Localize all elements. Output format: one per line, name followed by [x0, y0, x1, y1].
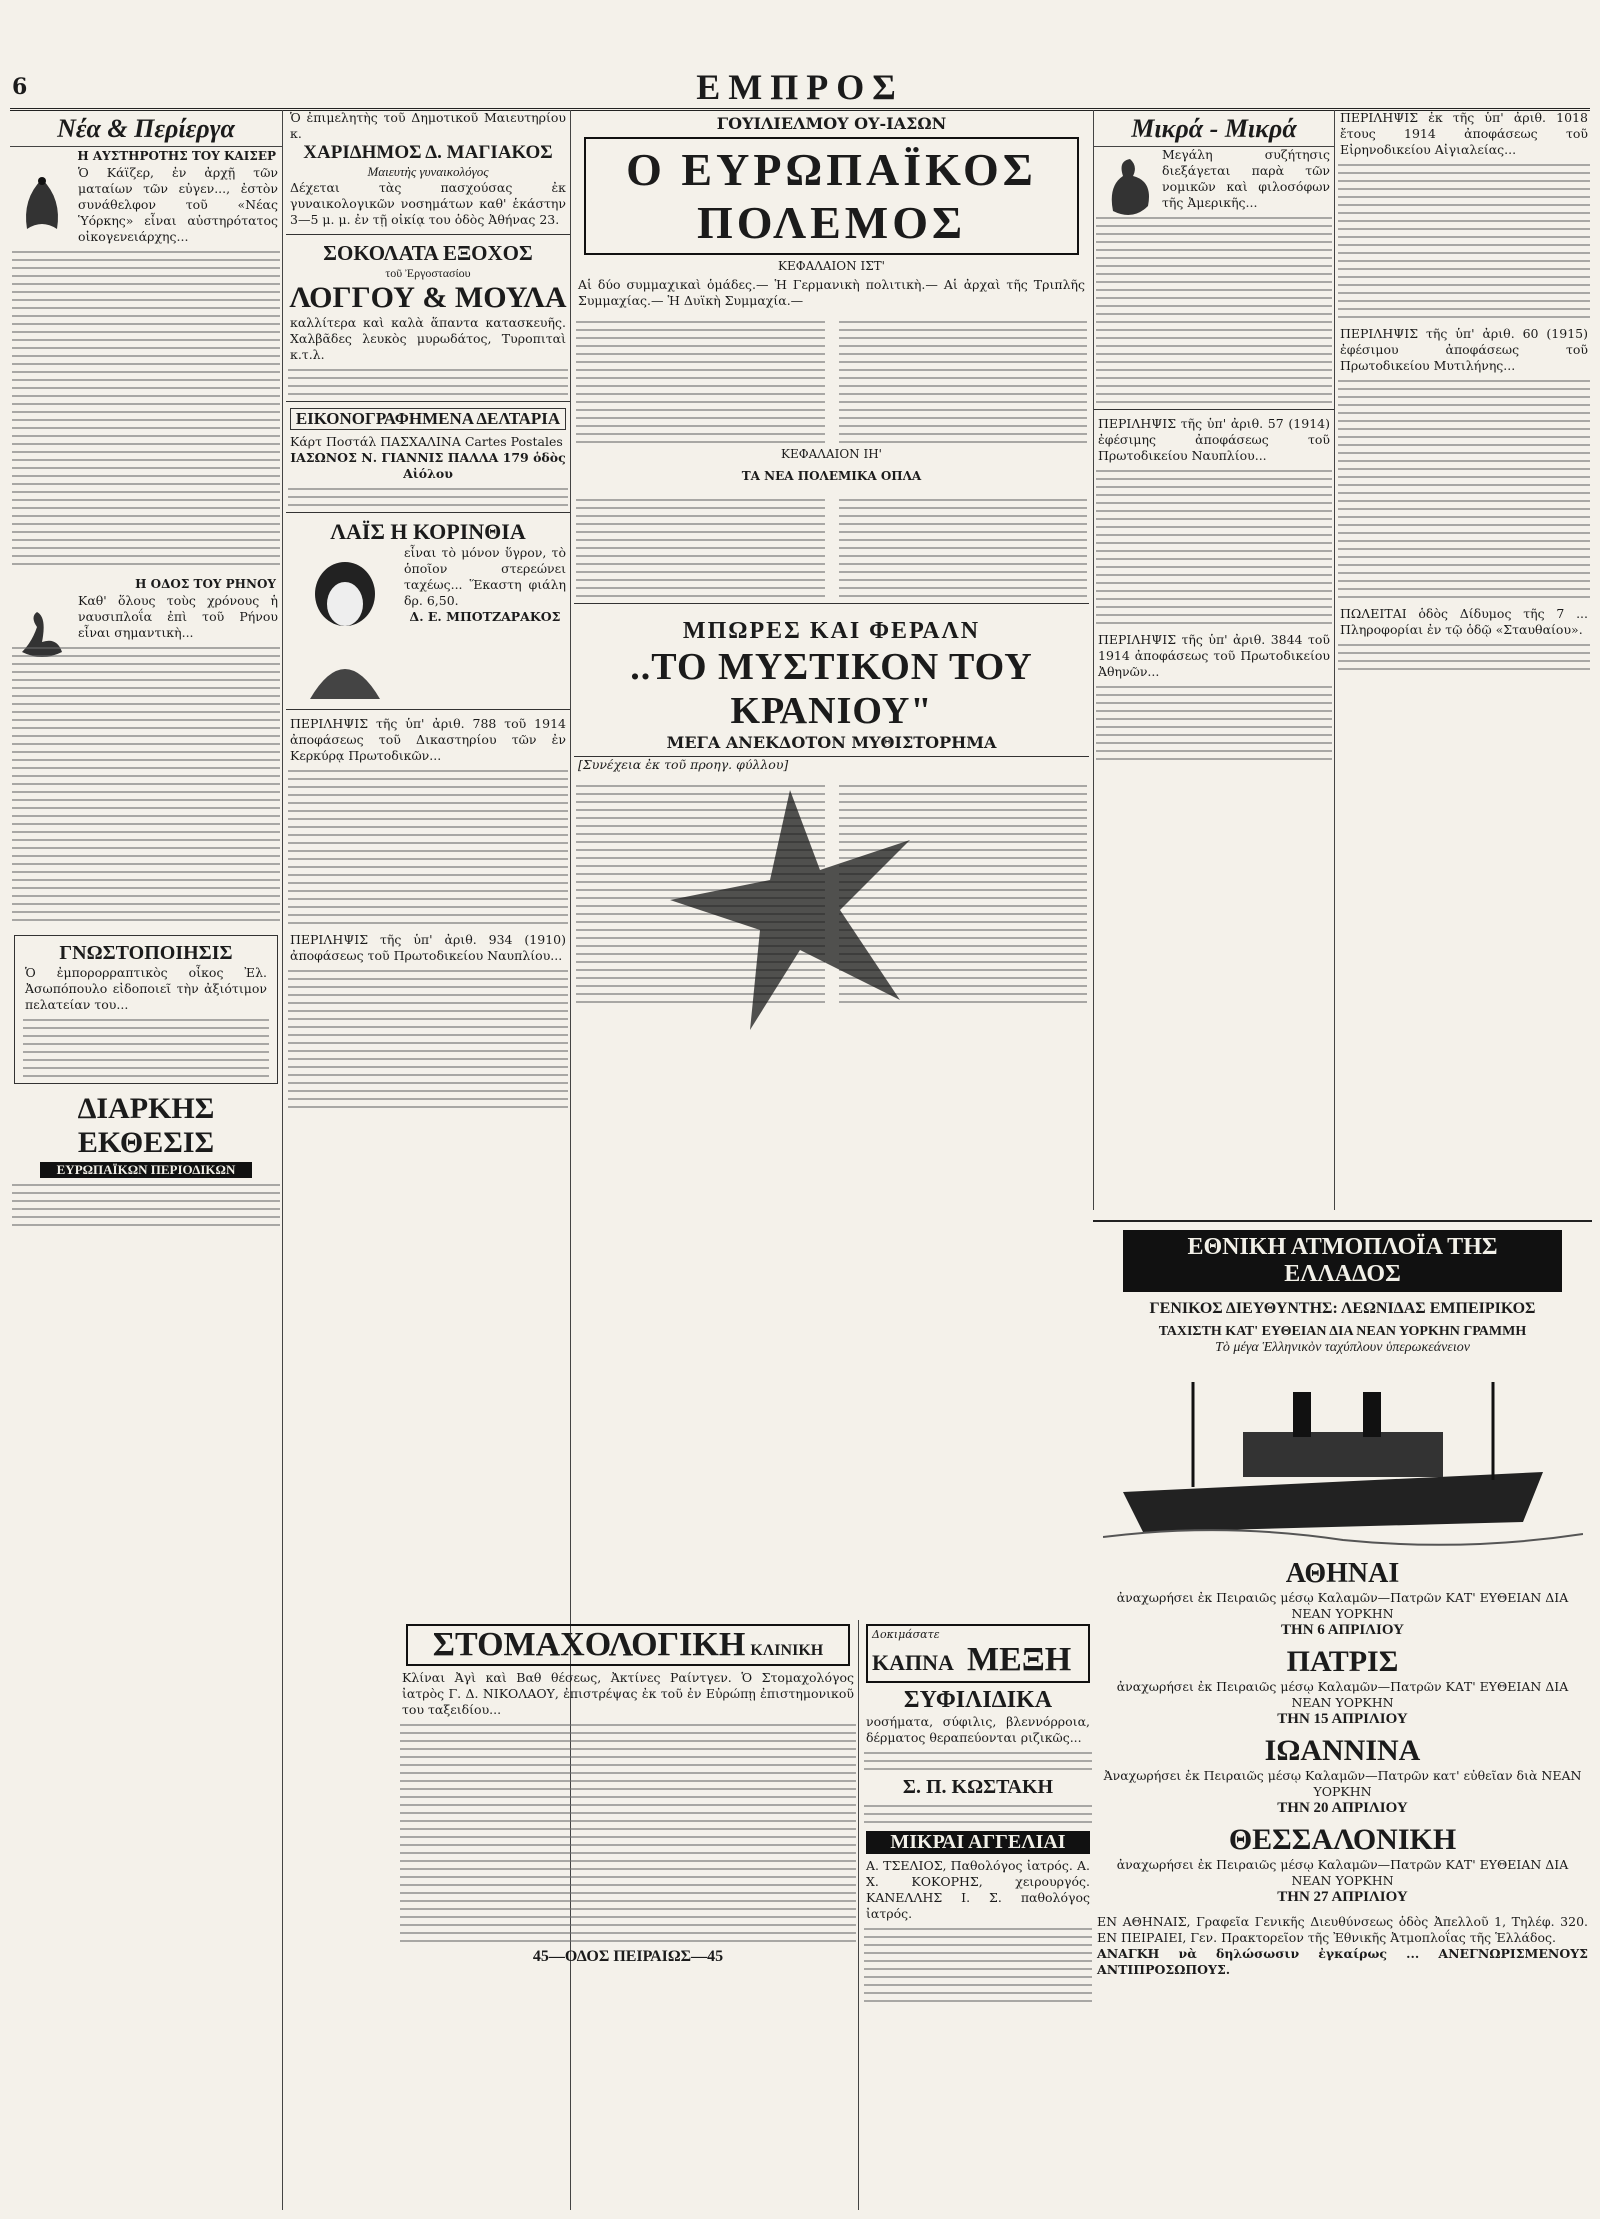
ship-name: ΘΕΣΣΑΛΟΝΙΚΗ: [1228, 1823, 1457, 1856]
chapter2-label: ΚΕΦΑΛΑΙΟΝ ΙΗ': [781, 447, 882, 461]
peacock-illustration-icon: [12, 169, 72, 239]
doctor-name: ΧΑΡΙΔΗΜΟΣ Δ. ΜΑΓΙΑΚΟΣ: [303, 142, 553, 163]
shipping-warning: ΑΝΑΓΚΗ νὰ δηλώσωσιν ἐγκαίρως ... ΑΝΕΓΝΩΡΙΣΜΕΝΟΥΣ ΑΝΤΙΠΡΟΣΩΠΟΥΣ.: [1097, 1946, 1588, 1977]
text-block: [10, 647, 282, 921]
lais-text: εἶναι τὸ μόνον ὕγρον, τὸ ὁποῖον στερεώνει ταχέως... Ἕκαστη φιάλη δρ. 6,50.: [404, 545, 566, 608]
chocolate-subtitle: τοῦ Ἐργοστασίου: [385, 266, 471, 280]
postcards-address: ΙΑΣΩΝΟΣ Ν. ΓΙΑΝΝΙΣ ΠΑΛΛΑ 179 ὁδὸς Αἰόλου: [290, 450, 566, 481]
notices-title: ΓΝΩΣΤΟΠΟΙΗΣΙΣ: [59, 942, 233, 964]
clinic-title-row: [406, 1624, 850, 1666]
shipping-director: ΓΕΝΙΚΟΣ ΔΙΕΥΘΥΝΤΗΣ: ΛΕΩΝΙΔΑΣ ΕΜΠΕΙΡΙΚΟΣ: [1149, 1300, 1536, 1317]
sailing-note: ἀναχωρήσει ἐκ Πειραιῶς μέσῳ Καλαμῶν—Πατρῶν ΚΑΤ' ΕΥΘΕΙΑΝ ΔΙΑ ΝΕΑΝ ΥΟΡΚΗΝ: [1116, 1679, 1569, 1710]
sailing-date: ΤΗΝ 15 ΑΠΡΙΛΙΟΥ: [1277, 1711, 1408, 1727]
small-advertisements: [862, 1620, 1094, 2210]
shipping-line: ΤΑΧΙΣΤΗ ΚΑΤ' ΕΥΘΕΙΑΝ ΔΙΑ ΝΕΑΝ ΥΟΡΚΗΝ ΓΡΑΜΜΗ: [1158, 1324, 1527, 1339]
column-legal-notices: [1336, 110, 1592, 1210]
small-ads-text: Α. ΤΣΕΛΙΟΣ, Παθολόγος ἰατρός. Α. Χ. ΚΟΚΟΡΗΣ, χειρουργός. ΚΑΝΕΛΛΗΣ Ι. Σ. παθολόγος ἰατρός.: [866, 1858, 1090, 1921]
small-ads-title: ΜΙΚΡΑΙ ΑΓΓΕΛΙΑΙ: [866, 1831, 1090, 1854]
chapter-label: ΚΕΦΑΛΑΙΟΝ ΙΣΤ': [778, 259, 885, 273]
sailing-note: ἀναχωρήσει ἐκ Πειραιῶς μέσῳ Καλαμῶν—Πατρῶν ΚΑΤ' ΕΥΘΕΙΑΝ ΔΙΑ ΝΕΑΝ ΥΟΡΚΗΝ: [1116, 1857, 1569, 1888]
woman-portrait-illustration-icon: [290, 549, 400, 699]
chocolate-brand: ΛΟΓΓΟΥ & ΜΟΥΛΑ: [289, 281, 567, 314]
legal-summary-6: ΠΕΡΙΛΗΨΙΣ τῆς ὑπ' ἀριθ. 60 (1915) ἐφέσιμου ἀποφάσεως τοῦ Πρωτοδικείου Μυτιλήνης...: [1340, 326, 1588, 373]
sailing-1: [1093, 1558, 1592, 1639]
doctor-intro: Ὁ ἐπιμελητὴς τοῦ Δημοτικοῦ Μαιευτηρίου κ.: [290, 110, 566, 141]
doctor-role: Μαιευτὴς γυναικολόγος: [367, 164, 489, 179]
steamship-illustration-icon: [1103, 1362, 1583, 1552]
syphilis-text: νοσήματα, σύφιλις, βλεννόρροια, δέρματος θεραπεύονται ριζικῶς...: [866, 1714, 1090, 1745]
ship-name: ΑΘΗΝΑΙ: [1285, 1558, 1400, 1589]
item1-text: Ὁ Κάϊζερ, ἐν ἀρχῇ τῶν ματαίων τῶν εὐγεν..., ἐστὸν συνάθελφον τοῦ «Νέας Ὑόρκης» εἶναι αὐστηρότατος οἰκογενειάρχης...: [78, 165, 278, 244]
sailing-date: ΤΗΝ 6 ΑΠΡΙΛΙΟΥ: [1281, 1622, 1404, 1638]
doctor2-name: Σ. Π. ΚΩΣΤΑΚΗ: [902, 1776, 1054, 1798]
page-number: 6: [12, 74, 28, 100]
notices-box: [14, 935, 278, 1084]
article-byline: ΓΟΥΙΛΙΕΛΜΟΥ ΟΥ-ΙΑΣΩΝ: [716, 114, 947, 133]
lais-seller: Δ. Ε. ΜΠΟΤΖΑΡΑΚΟΣ: [409, 609, 561, 624]
legal-summary-3: ΠΕΡΙΛΗΨΙΣ τῆς ὑπ' ἀριθ. 57 (1914) ἐφέσιμης ἀποφάσεως τοῦ Πρωτοδικείου Ναυπλίου...: [1098, 416, 1330, 463]
clinic-address: 45—ΟΔΟΣ ΠΕΙΡΑΙΩΣ—45: [532, 1948, 724, 1965]
shipping-footer: ΕΝ ΑΘΗΝΑΙΣ, Γραφεῖα Γενικῆς Διευθύνσεως ὁδὸς Ἀπελλοῦ 1, Τηλέφ. 320. ΕΝ ΠΕΙΡΑΙΕΙ, Γεν. Πρακτορεῖον τῆς Ἐθνικῆς Ἀτμοπλοΐας τῆς Ἑλλάδος.: [1097, 1914, 1588, 1945]
sailing-note: Ἀναχωρήσει ἐκ Πειραιῶς μέσῳ Καλαμῶν—Πατρῶν κατ' εὐθεῖαν διὰ ΝΕΑΝ ΥΟΡΚΗΝ: [1103, 1768, 1582, 1799]
serial-title: ..ΤΟ ΜΥΣΤΙΚΟΝ ΤΟΥ ΚΡΑΝΙΟΥ": [630, 646, 1033, 732]
exhibition-subtitle: ΕΥΡΩΠΑΪΚΩΝ ΠΕΡΙΟΔΙΚΩΝ: [40, 1162, 252, 1178]
kapna-brand: ΜΕΞΗ: [966, 1641, 1072, 1678]
sailing-date: ΤΗΝ 27 ΑΠΡΙΛΙΟΥ: [1277, 1889, 1408, 1905]
exhibition-title: ΔΙΑΡΚΗΣ ΕΚΘΕΣΙΣ: [77, 1092, 215, 1159]
notices-text: Ὁ ἐμπορορραπτικὸς οἶκος Ἐλ. Ἀσωπόπουλο εἰδοποιεῖ τὴν ἀξιότιμον πελατείαν του...: [25, 965, 267, 1012]
chocolate-text: καλλίτερα καὶ καλὰ ἅπαντα κατασκευῆς. Χαλβᾶδες λευκὸς μυρωδάτος, Τυροπιταὶ κ.τ.λ.: [290, 315, 566, 362]
serial-continuation: [Συνέχεια ἐκ τοῦ προηγ. φύλλου]: [578, 757, 789, 772]
serial-subtitle: ΜΕΓΑ ΑΝΕΚΔΟΤΟΝ ΜΥΘΙΣΤΟΡΗΜΑ: [574, 733, 1089, 757]
article-summary: Αἱ δύο συμμαχικαὶ ὁμάδες.— Ἡ Γερμανικὴ πολιτικὴ.— Αἱ ἀρχαὶ τῆς Τριπλῆς Συμμαχίας.— Ἡ Δυϊκὴ Συμμαχία.—: [578, 277, 1085, 308]
legal-summary-4: ΠΕΡΙΛΗΨΙΣ τῆς ὑπ' ἀριθ. 3844 τοῦ 1914 ἀποφάσεως τοῦ Πρωτοδικείου Ἀθηνῶν...: [1098, 632, 1330, 679]
column-small-news: [1093, 110, 1335, 1210]
item1-headline: Η ΑΥΣΤΗΡΟΤΗΣ ΤΟΥ ΚΑΙΣΕΡ: [77, 149, 276, 163]
doctor-text: Δέχεται τὰς πασχούσας ἐκ γυναικολογικῶν νοσημάτων καθ' ἑκάστην 3—5 μ. μ. ἐν τῇ οἰκίᾳ του ὁδὸς Ἀθήνας 23.: [290, 180, 566, 227]
clinic-text: Κλίναι Ἀγὶ καὶ Βαθ θέσεως, Ἀκτίνες Ραίντγεν. Ὁ Στομαχολόγος ἰατρὸς Γ. Δ. ΝΙΚΟΛΑΟΥ, ἐπιστρέψας ἐκ τοῦ ἐν Εὐρώπῃ ἐπιστημονικοῦ του ταξειδίου...: [402, 1670, 854, 1717]
legal-summary-2: ΠΕΡΙΛΗΨΙΣ τῆς ὑπ' ἀριθ. 934 (1910) ἀποφάσεως τοῦ Πρωτοδικείου Ναυπλίου...: [290, 932, 566, 963]
item2-headline: Η ΟΔΟΣ ΤΟΥ ΡΗΝΟΥ: [135, 577, 276, 591]
sailing-3: [1093, 1734, 1592, 1817]
sailing-2: [1093, 1645, 1592, 1728]
clinic-title: ΣΤΟΜΑΧΟΛΟΓΙΚΗ: [432, 1626, 746, 1663]
sailing-4: [1093, 1823, 1592, 1906]
lais-title: ΛΑΪΣ Η ΚΟΡΙΝΘΙΑ: [330, 519, 526, 544]
section-title-small: Μικρά - Μικρά: [1094, 110, 1334, 147]
for-sale-notice: ΠΩΛΕΙΤΑΙ ὁδὸς Δίδυμος τῆς 7 ... Πληροφορίαι ἐν τῷ ὁδῷ «Σταυθαίου».: [1340, 606, 1588, 637]
section-title-news: Νέα & Περίεργα: [10, 110, 282, 147]
text-block: [10, 251, 282, 565]
ship-name: ΠΑΤΡΙΣ: [1286, 1645, 1399, 1678]
rooster-illustration-icon: [1098, 151, 1158, 221]
ink-blot-stain-icon: [660, 780, 920, 1040]
syphilis-title: ΣΥΦΙΛΙΔΙΚΑ: [903, 1687, 1053, 1713]
ship-name: ΙΩΑΝΝΙΝΑ: [1264, 1734, 1421, 1767]
shipping-line-subtitle: Τὸ μέγα Ἑλληνικὸν ταχύπλουν ὑπερωκεάνειον: [1215, 1340, 1470, 1355]
small-news-text: Μεγάλη συζήτησις διεξάγεται παρὰ τῶν νομικῶν καὶ φιλοσόφων τῆς Ἀμερικῆς...: [1162, 147, 1330, 210]
sailing-date: ΤΗΝ 20 ΑΠΡΙΛΙΟΥ: [1277, 1800, 1408, 1816]
shipping-company: ΕΘΝΙΚΗ ΑΤΜΟΠΛΟΪΑ ΤΗΣ ΕΛΛΑΔΟΣ: [1123, 1230, 1562, 1292]
postcards-title: ΕΙΚΟΝΟΓΡΑΦΗΜΕΝΑ ΔΕΛΤΑΡΙΑ: [290, 408, 566, 430]
serial-authors: ΜΠΩΡΕΣ ΚΑΙ ΦΕΡΑΛΝ: [682, 618, 981, 644]
masthead: ΕΜΠΡΟΣ: [696, 67, 904, 107]
page-header: [10, 0, 1590, 111]
clinic-advertisement: [398, 1620, 859, 2210]
legal-summary-1: ΠΕΡΙΛΗΨΙΣ τῆς ὑπ' ἀριθ. 788 τοῦ 1914 ἀποφάσεως τοῦ Δικαστηρίου τῶν ἐν Κερκύρᾳ Πρωτοδικῶν...: [290, 716, 566, 763]
postcards-text: Κάρτ Ποστάλ ΠΑΣΧΑΛΙΝΑ Cartes Postales: [290, 434, 563, 449]
sailing-note: ἀναχωρήσει ἐκ Πειραιῶς μέσῳ Καλαμῶν—Πατρῶν ΚΑΤ' ΕΥΘΕΙΑΝ ΔΙΑ ΝΕΑΝ ΥΟΡΚΗΝ: [1116, 1590, 1569, 1621]
column-news-curiosities: [10, 110, 283, 2210]
article-headline: Ο ΕΥΡΩΠΑΪΚΟΣ ΠΟΛΕΜΟΣ: [584, 137, 1079, 255]
chocolate-title: ΣΟΚΟΛΑΤΑ ΕΞΟΧΟΣ: [323, 241, 533, 265]
clinic-title-suffix: ΚΛΙΝΙΚΗ: [750, 1642, 824, 1659]
kapna-title: ΚΑΠΝΑ: [872, 1650, 954, 1675]
item2-text: Καθ' ὅλους τοὺς χρόνους ἡ ναυσιπλοΐα ἐπὶ τοῦ Ρήνου εἶναι σημαντικὴ...: [78, 593, 278, 640]
kapna-lead: Δοκιμάσατε: [872, 1628, 940, 1641]
chapter2-subtitle: ΤΑ ΝΕΑ ΠΟΛΕΜΙΚΑ ΟΠΛΑ: [741, 469, 922, 483]
shipping-advertisement: [1093, 1220, 1592, 2212]
legal-summary-5: ΠΕΡΙΛΗΨΙΣ ἐκ τῆς ὑπ' ἀριθ. 1018 ἔτους 1914 ἀποφάσεως τοῦ Εἰρηνοδικείου Αἰγιαλείας...: [1340, 110, 1588, 157]
